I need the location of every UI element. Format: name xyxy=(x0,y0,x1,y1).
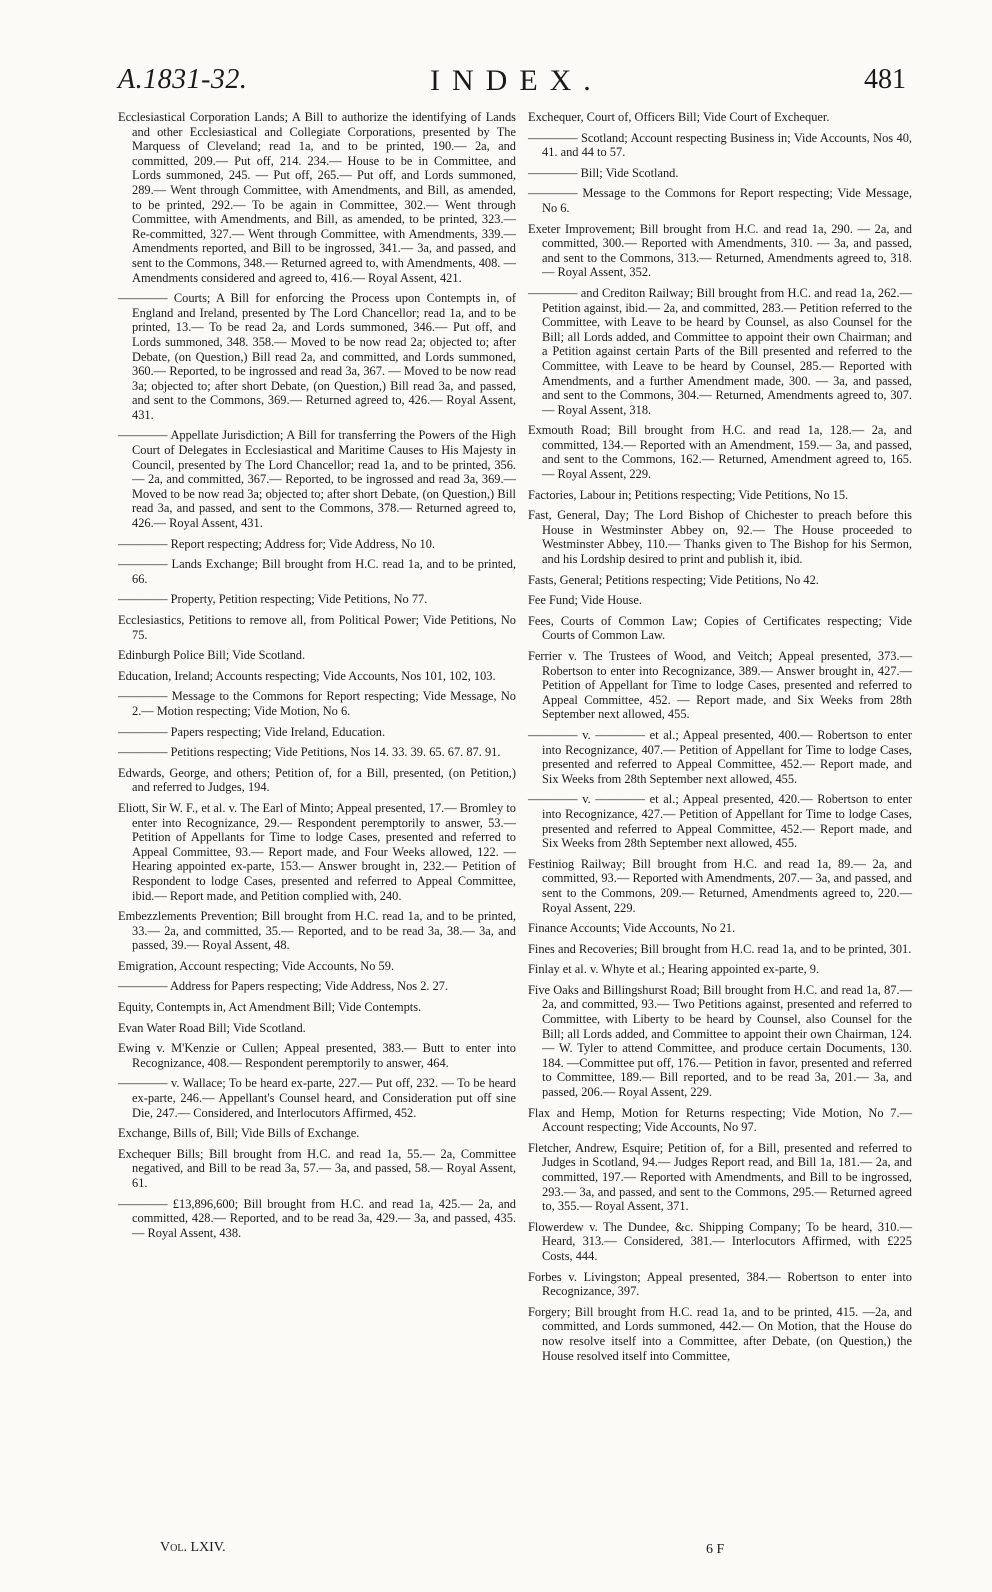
index-entry: Exchequer, Court of, Officers Bill; Vide Court of Exchequer. xyxy=(528,110,830,124)
index-entry: Five Oaks and Billingshurst Road; Bill brought from H.C. and read 1a, 87.— 2a, and committed, 93.— Two Petitions against, presented and referred to Committee, with Liberty to be heard by Counsel, also Counsel for the Bill; all Lords added, and Committee to appoint their own Chairman, 124.— W. Tyler to attend Committee, and produce certain Documents, 130. 184. —Committee put off, 176.— Petition in favor, presented and referred to Committee, 189.— Bill reported, and to be read 3a, 201.— 3a, and passed, 206.— Royal Assent, 229. xyxy=(528,982,912,1100)
index-entry: Ecclesiastics, Petitions to remove all, from Political Power; Vide Petitions, No 75. xyxy=(118,613,516,642)
index-entry: Exmouth Road; Bill brought from H.C. and read 1a, 128.— 2a, and committed, 134.— Reported with an Amendment, 159.— 3a, and passed, and sent to the Commons, 162.— Returned, Amendment agreed to, 165.— Royal Assent, 229. xyxy=(528,423,912,482)
index-entry: ———— Appellate Jurisdiction; A Bill for transferring the Powers of the High Court of Delegates in Ecclesiastical and Maritime Causes to His Majesty in Council, presented by The Lord Chancellor; read 1a, and to be printed, 356.— 2a, and committed, 367.— Reported, to be ingrossed and read 3a, 369.— Moved to be now read 3a; objected to; after short Debate, (on Question,) Bill read 3a, and passed, and sent to the Commons, 378.— Returned agreed to, 426.— Royal Assent, 431. xyxy=(118,428,516,531)
index-entry: Flax and Hemp, Motion for Returns respecting; Vide Motion, No 7.— Account respecting; Vide Accounts, No 97. xyxy=(528,1105,912,1135)
index-entry: ———— Report respecting; Address for; Vide Address, No 10. xyxy=(118,536,436,551)
index-entry: Fee Fund; Vide House. xyxy=(528,593,642,608)
right-column xyxy=(528,110,912,1369)
volume-label: Vol. LXIV. xyxy=(160,1540,226,1555)
index-entry: Fees, Courts of Common Law; Copies of Certificates respecting; Vide Courts of Common Law. xyxy=(528,613,912,643)
index-entry: Eliott, Sir W. F., et al. v. The Earl of Minto; Appeal presented, 17.— Bromley to enter into Recognizance, 29.— Respondent peremptorily to answer, 53.— Petition of Appellants for Time to lodge Cases, presented and referred to Appeal Committee, 93.— Report made, and Four Weeks allowed, 122. —Hearing appointed ex-parte, 153.— Answer brought in, 232.— Petition of Respondent to lodge Cases, presented and referred to Appeal Committee, ibid.— Report made, and Petition complied with, 240. xyxy=(118,800,516,903)
index-entry: Fast, General, Day; The Lord Bishop of Chichester to preach before this House in Westminster Abbey on, 92.— The House proceeded to Westminster Abbey, 110.— Thanks given to The Bishop for his Sermon, and his Lordship desired to print and publish it, ibid. xyxy=(528,508,912,567)
index-entry: ———— Courts; A Bill for enforcing the Process upon Contempts in, of England and Ireland, presented by The Lord Chancellor; read 1a, and to be printed, 13.— To be read 2a, and Lords summoned, 346.— Put off, and Lords summoned, 348. 358.— Moved to be now read 2a; objected to; after Debate, (on Question,) Bill read 2a, and committed, and Lords summoned, 360.— Reported, to be ingrossed and read 3a, 367. — Moved to be now read 3a; objected to; after short Debate, (on Question,) Bill read 3a, and passed, and sent to the Commons, 369.— Returned agreed to, 426.— Royal Assent, 431. xyxy=(118,291,516,422)
index-entry: ———— Bill; Vide Scotland. xyxy=(528,165,679,180)
index-entry: Edwards, George, and others; Petition of, for a Bill, presented, (on Petition,) and referred to Judges, 194. xyxy=(118,765,516,795)
index-entry: ———— Papers respecting; Vide Ireland, Education. xyxy=(118,724,386,739)
page-header xyxy=(0,64,992,104)
page-title: INDEX. xyxy=(430,64,603,97)
index-entry: Ferrier v. The Trustees of Wood, and Veitch; Appeal presented, 373.— Robertson to enter into Recognizance, 389.— Answer brought in, 427.— Petition of Appellant for Time to lodge Cases, presented and referred to Appeal Committee, 452. — Report made, and Six Weeks from 28th September next allowed, 455. xyxy=(528,649,912,722)
index-entry: Ewing v. M'Kenzie or Cullen; Appeal presented, 383.— Butt to enter into Recognizance, 408.— Respondent peremptorily to answer, 464. xyxy=(118,1041,516,1070)
index-entry: Forbes v. Livingston; Appeal presented, 384.— Robertson to enter into Recognizance, 397. xyxy=(528,1269,912,1299)
index-entry: ———— Petitions respecting; Vide Petitions, Nos 14. 33. 39. 65. 67. 87. 91. xyxy=(118,745,501,760)
index-entry: ———— v. ———— et al.; Appeal presented, 420.— Robertson to enter into Recognizance, 427.— Petition of Appellant for Time to lodge Cases, presented and referred to Appeal Committee, 452.— Report made, and Six Weeks from 28th September next allowed, 455. xyxy=(528,792,912,851)
index-entry: Fasts, General; Petitions respecting; Vide Petitions, No 42. xyxy=(528,572,819,587)
index-entry: ———— Message to the Commons for Report respecting; Vide Message, No 2.— Motion respecting; Vide Motion, No 6. xyxy=(118,689,516,718)
signature-mark: 6 F xyxy=(706,1542,725,1557)
index-entry: Finlay et al. v. Whyte et al.; Hearing appointed ex-parte, 9. xyxy=(528,962,820,977)
index-entry: Edinburgh Police Bill; Vide Scotland. xyxy=(118,648,306,663)
index-entry: Finance Accounts; Vide Accounts, No 21. xyxy=(528,921,736,936)
index-entry: Flowerdew v. The Dundee, &c. Shipping Company; To be heard, 310.— Heard, 313.— Considered, 381.— Interlocutors Affirmed, with £225 Costs, 444. xyxy=(528,1219,912,1263)
index-entry: Evan Water Road Bill; Vide Scotland. xyxy=(118,1020,306,1035)
year-range: A.1831-32. xyxy=(118,64,248,95)
index-entry: Factories, Labour in; Petitions respecting; Vide Petitions, No 15. xyxy=(528,487,849,502)
page-number: 481 xyxy=(864,64,906,95)
index-entry: Fletcher, Andrew, Esquire; Petition of, for a Bill, presented and referred to Judges in Scotland, 94.— Judges Report read, and Bill 1a, 181.— 2a, and committed, 197.— Reported with Amendments, and Bill to be ingrossed, 293.— 3a, and passed, and sent to the Commons, 295.— Returned agreed to, 355.— Royal Assent, 371. xyxy=(528,1140,912,1214)
index-entry: Equity, Contempts in, Act Amendment Bill; Vide Contempts. xyxy=(118,1000,422,1015)
index-entry: Forgery; Bill brought from H.C. read 1a, and to be printed, 415. —2a, and committed, and Lords summoned, 442.— On Motion, that the House do now resolve itself into a Committee, after Debate, (on Question,) the House resolved itself into Committee, xyxy=(528,1304,912,1363)
index-entry: Exeter Improvement; Bill brought from H.C. and read 1a, 290. — 2a, and committed, 300.— Reported with Amendments, 310. — 3a, and passed, and sent to the Commons, 313.— Returned, Amendments agreed to, 318.— Royal Assent, 352. xyxy=(528,221,912,280)
index-entry: ———— and Crediton Railway; Bill brought from H.C. and read 1a, 262.— Petition against, ibid.— 2a, and committed, 283.— Petition referred to the Committee, with Leave to be heard by Counsel, as also Counsel for the Bill; all Lords added, and Committee to appoint their own Chairman; and a Petition against certain Parts of the Bill presented and referred to the Committee, with Leave to be heard by Counsel, 285.— Reported with Amendments, and a further Amendment made, 300. — 3a, and passed, and sent to the Commons, 304.— Returned, Amendments agreed to, 307.— Royal Assent, 318. xyxy=(528,285,912,417)
index-entry: Embezzlements Prevention; Bill brought from H.C. read 1a, and to be printed, 33.— 2a, and committed, 35.— Reported, and to be read 3a, 38.— 3a, and passed, 39.— Royal Assent, 48. xyxy=(118,909,516,953)
index-entry: ———— v. Wallace; To be heard ex-parte, 227.— Put off, 232. — To be heard ex-parte, 246.— Appellant's Counsel heard, and Consideration put off sine Die, 247.— Considered, and Interlocutors Affirmed, 452. xyxy=(118,1076,516,1120)
index-entry: Festiniog Railway; Bill brought from H.C. and read 1a, 89.— 2a, and committed, 93.— Reported with Amendments, 207.— 3a, and passed, and sent to the Commons, 209.— Returned, Amendments agreed to, 220.— Royal Assent, 229. xyxy=(528,856,912,915)
index-entry: ———— Lands Exchange; Bill brought from H.C. read 1a, and to be printed, 66. xyxy=(118,557,516,586)
index-entry: ———— Address for Papers respecting; Vide Address, Nos 2. 27. xyxy=(118,979,449,994)
index-entry: ———— Scotland; Account respecting Business in; Vide Accounts, Nos 40, 41. and 44 to 57. xyxy=(528,130,912,160)
index-entry: ———— Property, Petition respecting; Vide Petitions, No 77. xyxy=(118,592,428,607)
index-entry: ———— £13,896,600; Bill brought from H.C. and read 1a, 425.— 2a, and committed, 428.— Reported, and to be read 3a, 429.— 3a, and passed, 435.— Royal Assent, 438. xyxy=(118,1196,516,1240)
index-entry: Education, Ireland; Accounts respecting; Vide Accounts, Nos 101, 102, 103. xyxy=(118,668,496,683)
left-column xyxy=(118,110,516,1246)
index-entry: ———— v. ———— et al.; Appeal presented, 400.— Robertson to enter into Recognizance, 407.— Petition of Appellant for Time to lodge Cases, presented and referred to Appeal Committee, 452.— Report made, and Six Weeks from 28th September next allowed, 455. xyxy=(528,727,912,786)
index-entry: Exchequer Bills; Bill brought from H.C. and read 1a, 55.— 2a, Committee negatived, and Bill to be read 3a, 57.— 3a, and passed, 58.— Royal Assent, 61. xyxy=(118,1146,516,1190)
index-entry: Exchange, Bills of, Bill; Vide Bills of Exchange. xyxy=(118,1126,360,1141)
index-entry: Ecclesiastical Corporation Lands; A Bill to authorize the identifying of Lands and other Ecclesiastical and Collegiate Corporations, presented by The Marquess of Cleveland; read 1a, and to be printed, 190.— 2a, and committed, 209.— Put off, 214. 234.— House to be in Committee, and Lords summoned, 245. — Put off, 265.— Put off, and Lords summoned, 289.— Went through Committee, with Amendments, and Bill, as amended, to be printed, 292.— To be again in Committee, 302.— Went through Committee, with Amendments, and Bill, as amended, to be printed, 323.— Re-committed, 327.— Went through Committee, with Amendments, 339.— Amendments reported, and Bill to be ingrossed, 341.— 3a, and passed, and sent to the Commons, 348.— Returned agreed to, with Amendments, 408. — Amendments considered and agreed to, 416.— Royal Assent, 421. xyxy=(118,110,516,285)
index-entry: Emigration, Account respecting; Vide Accounts, No 59. xyxy=(118,958,395,973)
index-entry: Fines and Recoveries; Bill brought from H.C. read 1a, and to be printed, 301. xyxy=(528,941,912,956)
index-entry: ———— Message to the Commons for Report respecting; Vide Message, No 6. xyxy=(528,186,912,215)
